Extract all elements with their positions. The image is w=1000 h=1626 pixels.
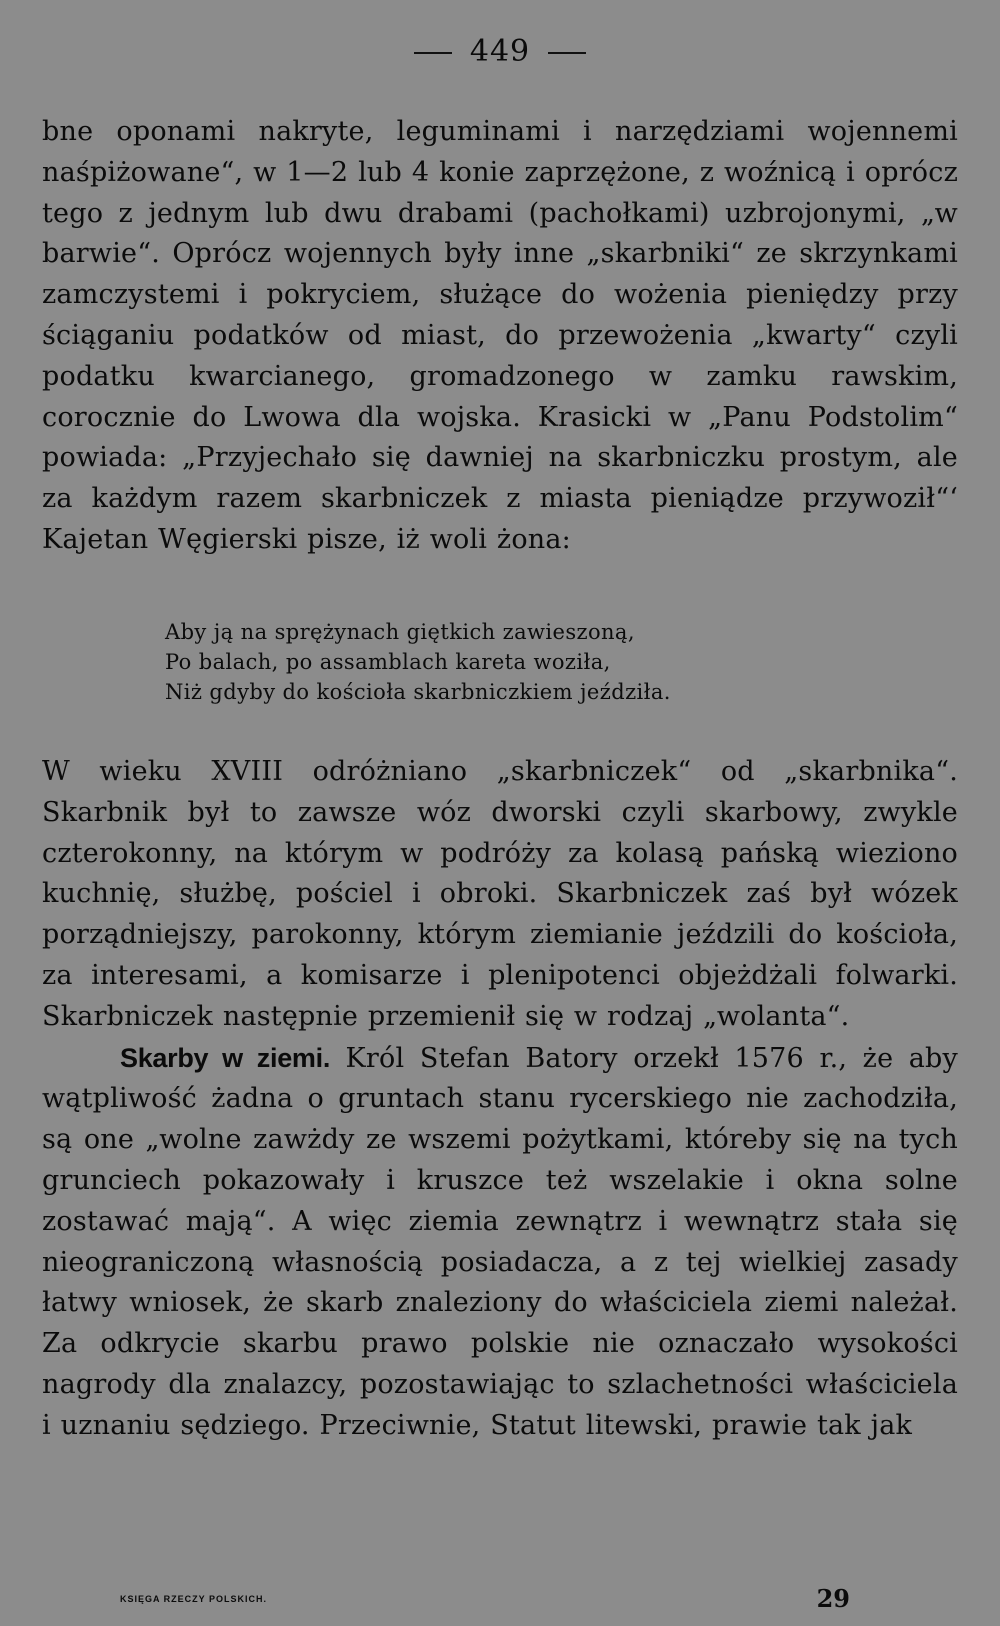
verse-line-3: Niż gdyby do kościoła skarbniczkiem jeździła. [165,680,671,704]
paragraph-2: W wieku XVIII odróżniano „skarbniczek“ od „skarbnika“. Skarbnik był to zawsze wóz dworski czyli skarbowy, zwykle czterokonny, na którym w podróży za kolasą pańską wieziono kuchnię, służbę, pościel i obroki. Skarbniczek zaś był wózek porządniejszy, parokonny, którym ziemianie jeździli do kościoła, za interesami, a komisarze i plenipotenci objeżdżali folwarki. Skarbniczek następnie przemienił się w rodzaj „wolanta“. [42,756,958,1032]
page-footer [120,1584,850,1613]
dash-left [414,52,452,54]
verse-line-2: Po balach, po assamblach kareta woziła, [165,650,611,674]
footer-signature-title: KSIĘGA RZECZY POLSKICH. [120,1594,268,1604]
dash-right [548,52,586,54]
paragraph-1: bne oponami nakryte, leguminami i narzędziami wojennemi naśpiżowane“, w 1—2 lub 4 konie zaprzężone, z woźnicą i oprócz tego z jednym lub dwu drabami (pachołkami) uzbrojonymi, „w barwie“. Oprócz wojennych były inne „skarbniki“ ze skrzynkami zamczystemi i pokryciem, służące do wożenia pieniędzy przy ściąganiu podatków od miast, do przewożenia „kwarty“ czyli podatku kwarcianego, gromadzonego w zamku rawskim, corocznie do Lwowa dla wojska. Krasicki w „Panu Podstolim“ powiada: „Przyjechało się dawniej na skarbniczku prostym, ale za każdym razem skarbniczek z miasta pieniądze przywoził“‘ Kajetan Węgierski pisze, iż woli żona: [42,116,958,555]
footer-signature-number: 29 [816,1584,850,1613]
verse-line-1: Aby ją na sprężynach giętkich zawieszoną, [165,620,635,644]
verse-quote [165,617,671,707]
paragraph-3: Król Stefan Batory orzekł 1576 r., że aby wątpliwość żadna o gruntach stanu rycerskiego nie zachodziła, są one „wolne zawżdy ze wszemi pożytkami, któreby się na tych grunciech pokazowały i kruszce też wszelakie i okna solne zostawać mają“. A więc ziemia zewnątrz i wewnątrz stała się nieograniczoną własnością posiadacza, a z tej wielkiej zasady łatwy wniosek, że skarb znaleziony do właściciela ziemi należał. Za odkrycie skarbu prawo polskie nie oznaczało wysokości nagrody dla znalazcy, pozostawiając to szlachetności właściciela i uznaniu sędziego. Przeciwnie, Statut litewski, prawie tak jak [42,1042,958,1441]
section-heading: Skarby w ziemi. [120,1042,331,1073]
page-number-line [0,34,1000,69]
page-number: 449 [469,34,531,69]
paragraph-2-group [42,752,958,1447]
